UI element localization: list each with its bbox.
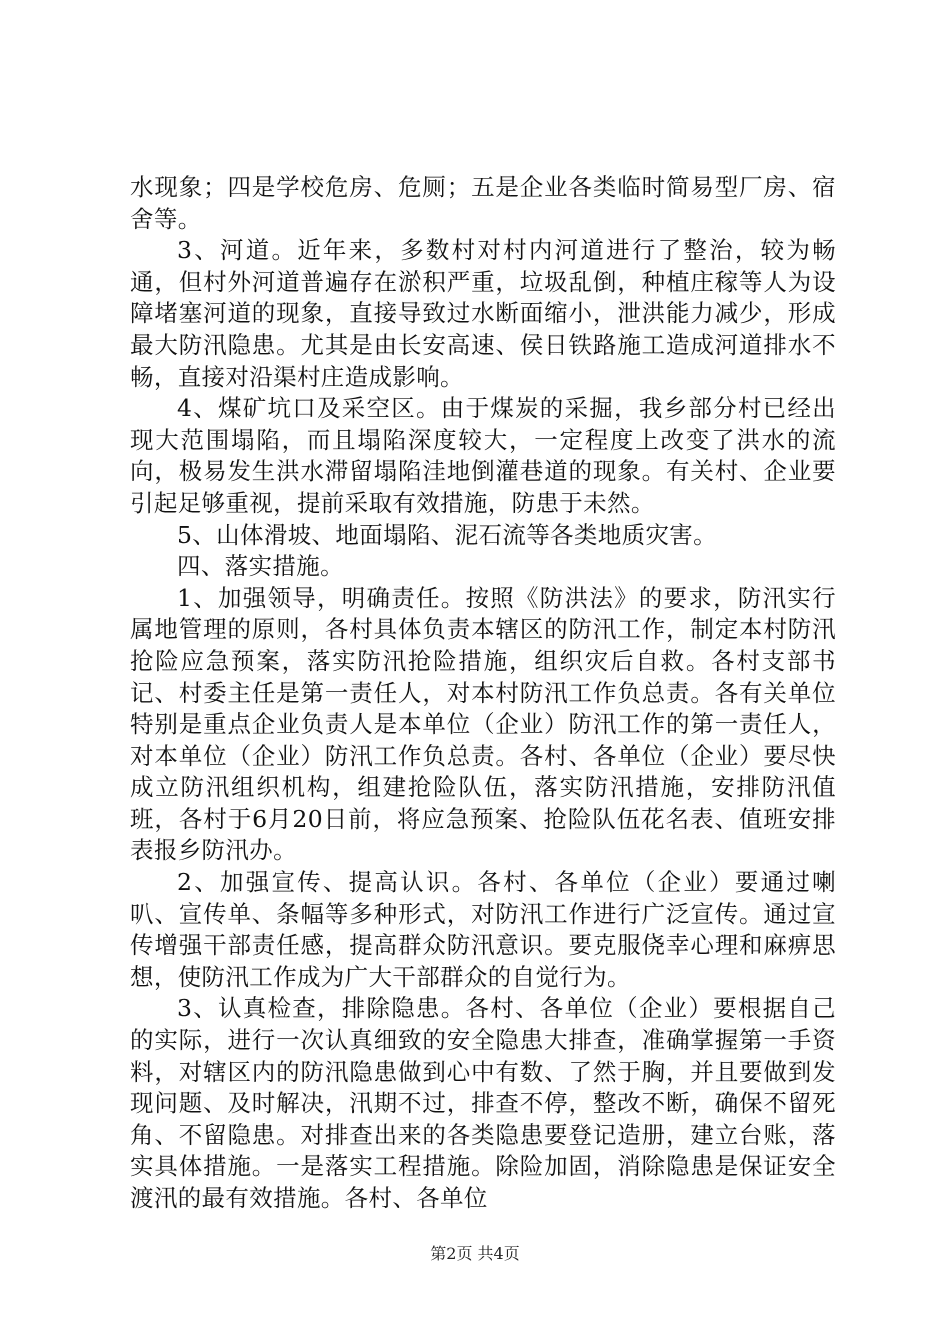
paragraph-1: 水现象；四是学校危房、危厕；五是企业各类临时简易型厂房、宿舍等。 <box>130 173 836 233</box>
paragraph-3: 4、煤矿坑口及采空区。由于煤炭的采掘，我乡部分村已经出现大范围塌陷，而且塌陷深度较大，一定程度上改变了洪水的流向，极易发生洪水滞留塌陷洼地倒灌巷道的现象。有关村、企业要引起足够重视，提前采取有效措施，防患于未然。 <box>130 394 836 517</box>
paragraph-6: 1、加强领导，明确责任。按照《防洪法》的要求，防汛实行属地管理的原则，各村具体负责本辖区的防汛工作，制定本村防汛抢险应急预案，落实防汛抢险措施，组织灾后自救。各村支部书记、村委主任是第一责任人，对本村防汛工作负总责。各有关单位特别是重点企业负责人是本单位（企业）防汛工作的第一责任人，对本单位（企业）防汛工作负总责。各村、各单位（企业）要尽快成立防汛组织机构，组建抢险队伍，落实防汛措施，安排防汛值班，各村于6月20日前，将应急预案、抢险队伍花名表、值班安排表报乡防汛办。 <box>130 583 836 865</box>
document-body <box>130 172 836 1215</box>
section-heading: 四、落实措施。 <box>177 552 344 581</box>
paragraph-8: 3、认真检查，排除隐患。各村、各单位（企业）要根据自己的实际，进行一次认真细致的安全隐患大排查，准确掌握第一手资料，对辖区内的防汛隐患做到心中有数、了然于胸，并且要做到发现问题、及时解决，汛期不过，排查不停，整改不断，确保不留死角、不留隐患。对排查出来的各类隐患要登记造册，建立台账，落实具体措施。一是落实工程措施。除险加固，消除隐患是保证安全渡汛的最有效措施。各村、各单位 <box>130 994 836 1212</box>
paragraph-4: 5、山体滑坡、地面塌陷、泥石流等各类地质灾害。 <box>177 520 718 549</box>
paragraph-2: 3、河道。近年来，多数村对村内河道进行了整治，较为畅通，但村外河道普遍存在淤积严重，垃圾乱倒，种植庄稼等人为设障堵塞河道的现象，直接导致过水断面缩小，泄洪能力减少，形成最大防汛隐患。尤其是由长安高速、侯日铁路施工造成河道排水不畅，直接对沿渠村庄造成影响。 <box>130 236 836 391</box>
page-number: 第2页 共4页 <box>430 1244 520 1263</box>
paragraph-7: 2、加强宣传、提高认识。各村、各单位（企业）要通过喇叭、宣传单、条幅等多种形式，对防汛工作进行广泛宣传。通过宣传增强干部责任感，提高群众防汛意识。要克服侥幸心理和麻痹思想，使防汛工作成为广大干部群众的自觉行为。 <box>130 868 836 991</box>
